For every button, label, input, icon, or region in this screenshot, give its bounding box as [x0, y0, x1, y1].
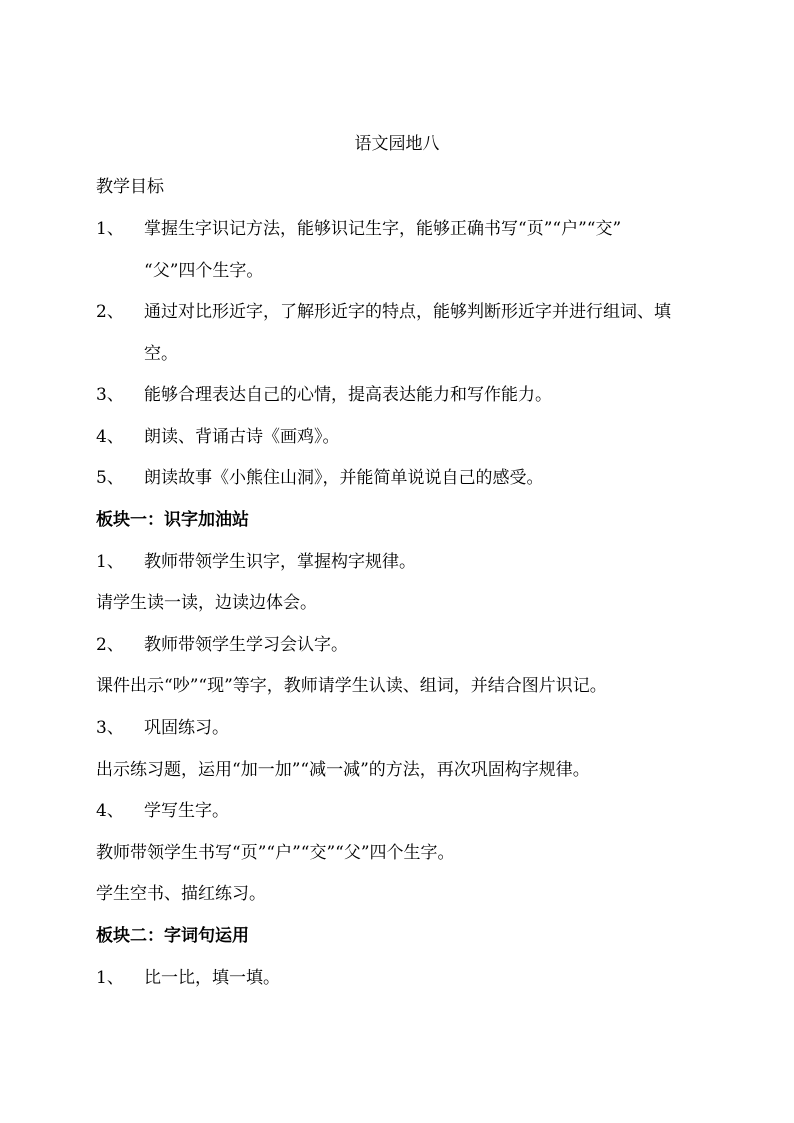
objective-item: [96, 219, 621, 239]
objective-text: 朗读、背诵古诗《画鸡》。: [144, 427, 340, 447]
section-item-number: 2、: [96, 635, 124, 655]
objective-item: [96, 427, 340, 447]
objectives-heading: 教学目标: [96, 177, 164, 197]
objective-number: 1、: [96, 219, 124, 239]
objective-item: [96, 468, 544, 488]
section-item: [96, 552, 416, 572]
objective-number: 5、: [96, 468, 124, 488]
section-item-number: 4、: [96, 801, 124, 821]
section-item: [96, 801, 229, 821]
section-item-number: 1、: [96, 968, 124, 988]
section-item-number: 3、: [96, 718, 124, 738]
objective-item: [96, 302, 671, 322]
objective-continuation: “父”四个生字。: [144, 261, 264, 281]
section-item-text: 比一比，填一填。: [144, 968, 280, 988]
section-paragraph: 出示练习题，运用“加一加”“减一减”的方法，再次巩固构字规律。: [96, 760, 590, 780]
document-title: 语文园地八: [354, 134, 440, 154]
objective-text: 能够合理表达自己的心情，提高表达能力和写作能力。: [144, 385, 552, 405]
section-item-text: 学写生字。: [144, 801, 229, 821]
objective-item: [96, 385, 552, 405]
section-paragraph: 学生空书、描红练习。: [96, 884, 266, 904]
objective-number: 4、: [96, 427, 124, 447]
objective-text: 通过对比形近字，了解形近字的特点，能够判断形近字并进行组词、填: [144, 302, 671, 322]
section-item-text: 巩固练习。: [144, 718, 229, 738]
section-heading: 板块二：字词句运用: [96, 926, 249, 946]
section-paragraph: 请学生读一读，边读边体会。: [96, 593, 317, 613]
objective-number: 2、: [96, 302, 124, 322]
section-item-number: 1、: [96, 552, 124, 572]
section-item: [96, 635, 348, 655]
section-paragraph: 教师带领学生书写“页”“户”“交”“父”四个生字。: [96, 843, 455, 863]
section-heading: 板块一：识字加油站: [96, 510, 249, 530]
objective-number: 3、: [96, 385, 124, 405]
section-item-text: 教师带领学生学习会认字。: [144, 635, 348, 655]
section-paragraph: 课件出示“吵”“现”等字，教师请学生认读、组词，并结合图片识记。: [96, 676, 607, 696]
section-item: [96, 718, 229, 738]
objective-continuation: 空。: [144, 344, 178, 364]
section-item-text: 教师带领学生识字，掌握构字规律。: [144, 552, 416, 572]
objective-text: 朗读故事《小熊住山洞》，并能简单说说自己的感受。: [144, 468, 544, 488]
objective-text: 掌握生字识记方法，能够识记生字，能够正确书写“页”“户”“交”: [144, 219, 622, 239]
section-item: [96, 968, 280, 988]
